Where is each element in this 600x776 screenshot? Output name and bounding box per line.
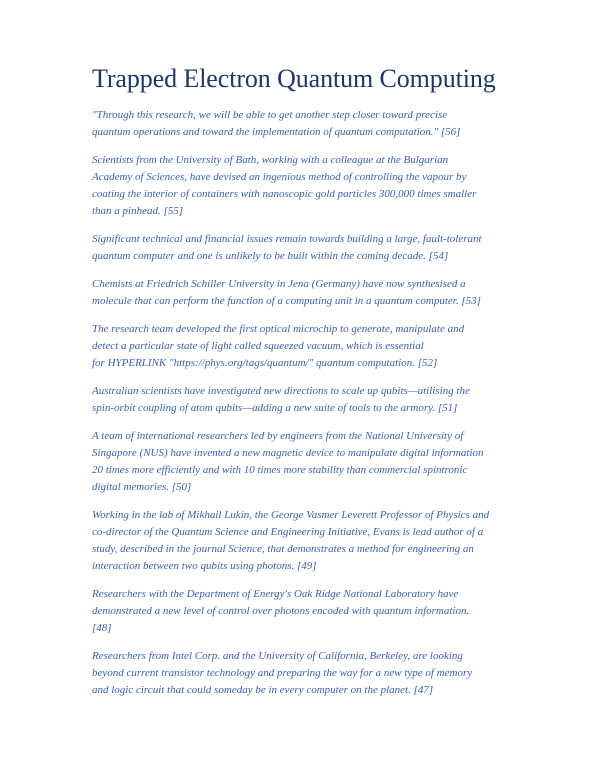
entry-line: Chemists at Friedrich Schiller University in Jena (Germany) have now synthesised a [92,278,466,290]
entry-line: and logic circuit that could someday be in every computer on the planet. [47] [92,684,434,696]
entry-line: digital memories. [50] [92,481,192,493]
entry-51 [92,383,512,417]
entry-line: quantum computer and one is unlikely to be built within the coming decade. [54] [92,250,449,262]
entry-49 [92,507,512,575]
entry-line: Australian scientists have investigated new directions to scale up qubits—utilising the [92,385,470,397]
entry-line: The research team developed the first optical microchip to generate, manipulate and [92,323,465,335]
entry-line: than a pinhead. [55] [92,205,184,217]
entry-list [92,107,512,710]
entry-line: Singapore (NUS) have invented a new magnetic device to manipulate digital information [92,447,484,459]
entry-53 [92,276,512,310]
entry-line: beyond current transistor technology and preparing the way for a new type of memory [92,667,473,679]
entry-line: demonstrated a new level of control over photons encoded with quantum information. [92,605,470,617]
entry-line: molecule that can perform the function of a computing unit in a quantum computer. [53] [92,295,481,307]
entry-48 [92,586,512,637]
entry-56 [92,107,512,141]
entry-line: co-director of the Quantum Science and Engineering Initiative, Evans is lead author of a [92,526,484,538]
entry-line: for HYPERLINK "https://phys.org/tags/quantum/" quantum computation. [52] [92,357,438,369]
entry-line: Researchers from Intel Corp. and the University of California, Berkeley, are looking [92,650,463,662]
entry-line: Significant technical and financial issues remain towards building a large, fault-tolerant [92,233,482,245]
entry-line: Working in the lab of Mikhail Lukin, the George Vasmer Leverett Professor of Physics and [92,509,490,521]
entry-55 [92,152,512,220]
entry-line: spin-orbit coupling of atom qubits—adding a new suite of tools to the armory. [51] [92,402,458,414]
entry-line: Scientists from the University of Bath, working with a colleague at the Bulgarian [92,154,449,166]
entry-47 [92,648,512,699]
entry-50 [92,428,512,496]
page-title: Trapped Electron Quantum Computing [92,64,496,93]
entry-line: interaction between two qubits using photons. [49] [92,560,317,572]
entry-52 [92,321,512,372]
entry-line: A team of international researchers led by engineers from the National University of [92,430,464,442]
entry-line: "Through this research, we will be able to get another step closer toward precise [92,109,448,121]
entry-line: detect a particular state of light called squeezed vacuum, which is essential [92,340,424,352]
entry-54 [92,231,512,265]
entry-line: Academy of Sciences, have devised an ingenious method of controlling the vapour by [92,171,467,183]
entry-line: Researchers with the Department of Energy's Oak Ridge National Laboratory have [92,588,459,600]
entry-line: study, described in the journal Science, that demonstrates a method for engineering an [92,543,474,555]
entry-line: 20 times more efficiently and with 10 times more stability than commercial spintronic [92,464,468,476]
entry-line: quantum operations and toward the implementation of quantum computation." [56] [92,126,461,138]
entry-line: [48] [92,622,112,634]
entry-line: coating the interior of containers with nanoscopic gold particles 300,000 times smaller [92,188,477,200]
